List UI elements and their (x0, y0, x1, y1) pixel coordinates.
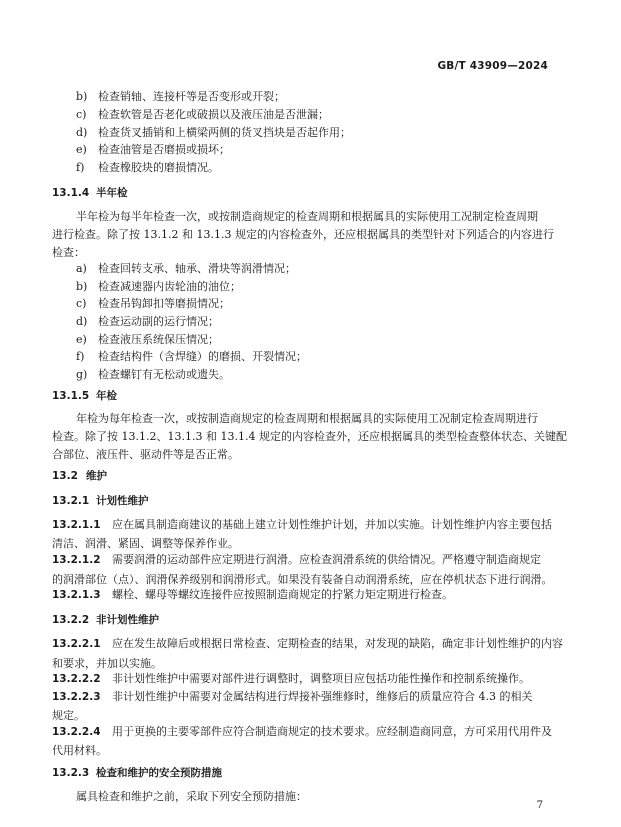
standard-number: GB/T 43909—2024 (437, 60, 548, 72)
clause-continuation: 规定。 (52, 709, 85, 722)
paragraph: 检查： (52, 246, 85, 259)
paragraph: 进行检查。除了按 13.1.2 和 13.1.3 规定的内容检查外，还应根据属具的类型针对下列适合的内容进行 (52, 228, 554, 241)
paragraph: 检查。除了按 13.1.2、13.1.3 和 13.1.4 规定的内容检查外，还应根据属具的类型检查整体状态、关键配 (52, 430, 567, 443)
paragraph: 属具检查和维护之前，采取下列安全预防措施： (76, 790, 307, 803)
clause-continuation: 清洁、润滑、紧固、调整等保养作业。 (52, 537, 239, 550)
clause-continuation: 代用材料。 (52, 744, 107, 757)
clause-continuation: 的润滑部位（点）、润滑保养级别和润滑形式。如果没有装备自动润滑系统，应在停机状态下进行润滑。 (52, 573, 553, 586)
paragraph: 年检为每年检查一次，或按制造商规定的检查周期和根据属具的实际使用工况制定检查周期进行 (76, 412, 538, 425)
document-page: GB/T 43909—2024 b) 检查销轴、连接杆等是否变形或开裂； c) 检查软管是否老化或破损以及液压油是否泄漏； d) 检查货叉插销和上横梁两侧的货叉挡块是否起作用； e) 检查油管是否磨损或损坏； f) 检查橡胶块的磨损情况。 13.1.4 半年检 半年检为每半年检查一次，或按制造商规定的检查周期和根据属具的实际使用工况制定检查周期 进行检查。除了按 13.1.2 和 13.1.3 规定的内容检查外，还应根据属具的类型针对下列适合的内容进行 检查： a) 检查回转支承、轴承、滑块等润滑情况； b) 检查减速器内齿轮油的油位； c) 检查吊钩卸扣等磨损情况； d) 检查运动副的运行情况； e) 检查液压系统保压情况； f) 检查结构件（含焊缝）的磨损、开裂情况； g) 检查螺钉有无松动或遗失。 13.1.5 年检 年检为每年检查一次，或按制造商规定的检查周期和根据属具的实际使用工况制定检查周期进行 检查。除了按 13.1.2、13.1.3 和 13.1.4 规定的内容检查外，还应根据属具的类型检查整体状态、关键配 合部位、液压件、驱动件等是否正常。 13.2 维护 13.2.1 计划性维护 13.2.1.1 应在属具制造商建议的基础上建立计划性维护计划，并加以实施。计划性维护内容主要包括 清洁、润滑、紧固、调整等保养作业。 13.2.1.2 需要润滑的运动部件应定期进行润滑。应检查润滑系统的供给情况。严格遵守制造商规定 的润滑部位（点）、润滑保养级别和润滑形式。如果没有装备自动润滑系统，应在停机状态下进行润滑。 13.2.1.3 螺栓、螺母等螺纹连接件应按照制造商规定的拧紧力矩定期进行检查。 13.2.2 非计划性维护 13.2.2.1 应在发生故障后或根据日常检查、定期检查的结果，对发现的缺陷，确定非计划性维护的内容 和要求，并加以实施。 13.2.2.2 非计划性维护中需要对部件进行调整时，调整项目应包括功能性操作和控制系统操作。 13.2.2.3 非计划性维护中需要对金属结构进行焊接补强维修时，维修后的质量应符合 4.3 的相关 规定。 13.2.2.4 用于更换的主要零部件应符合制造商规定的技术要求。应经制造商同意，方可采用代用件及 代用材料。 13.2.3 检查和维护的安全预防措施 属具检查和维护之前，采取下列安全预防措施： 7 (52, 60, 567, 811)
page-number: 7 (536, 800, 543, 811)
clause-continuation: 和要求，并加以实施。 (52, 657, 162, 670)
paragraph: 半年检为每半年检查一次，或按制造商规定的检查周期和根据属具的实际使用工况制定检查周期 (76, 210, 538, 223)
paragraph: 合部位、液压件、驱动件等是否正常。 (52, 448, 239, 461)
